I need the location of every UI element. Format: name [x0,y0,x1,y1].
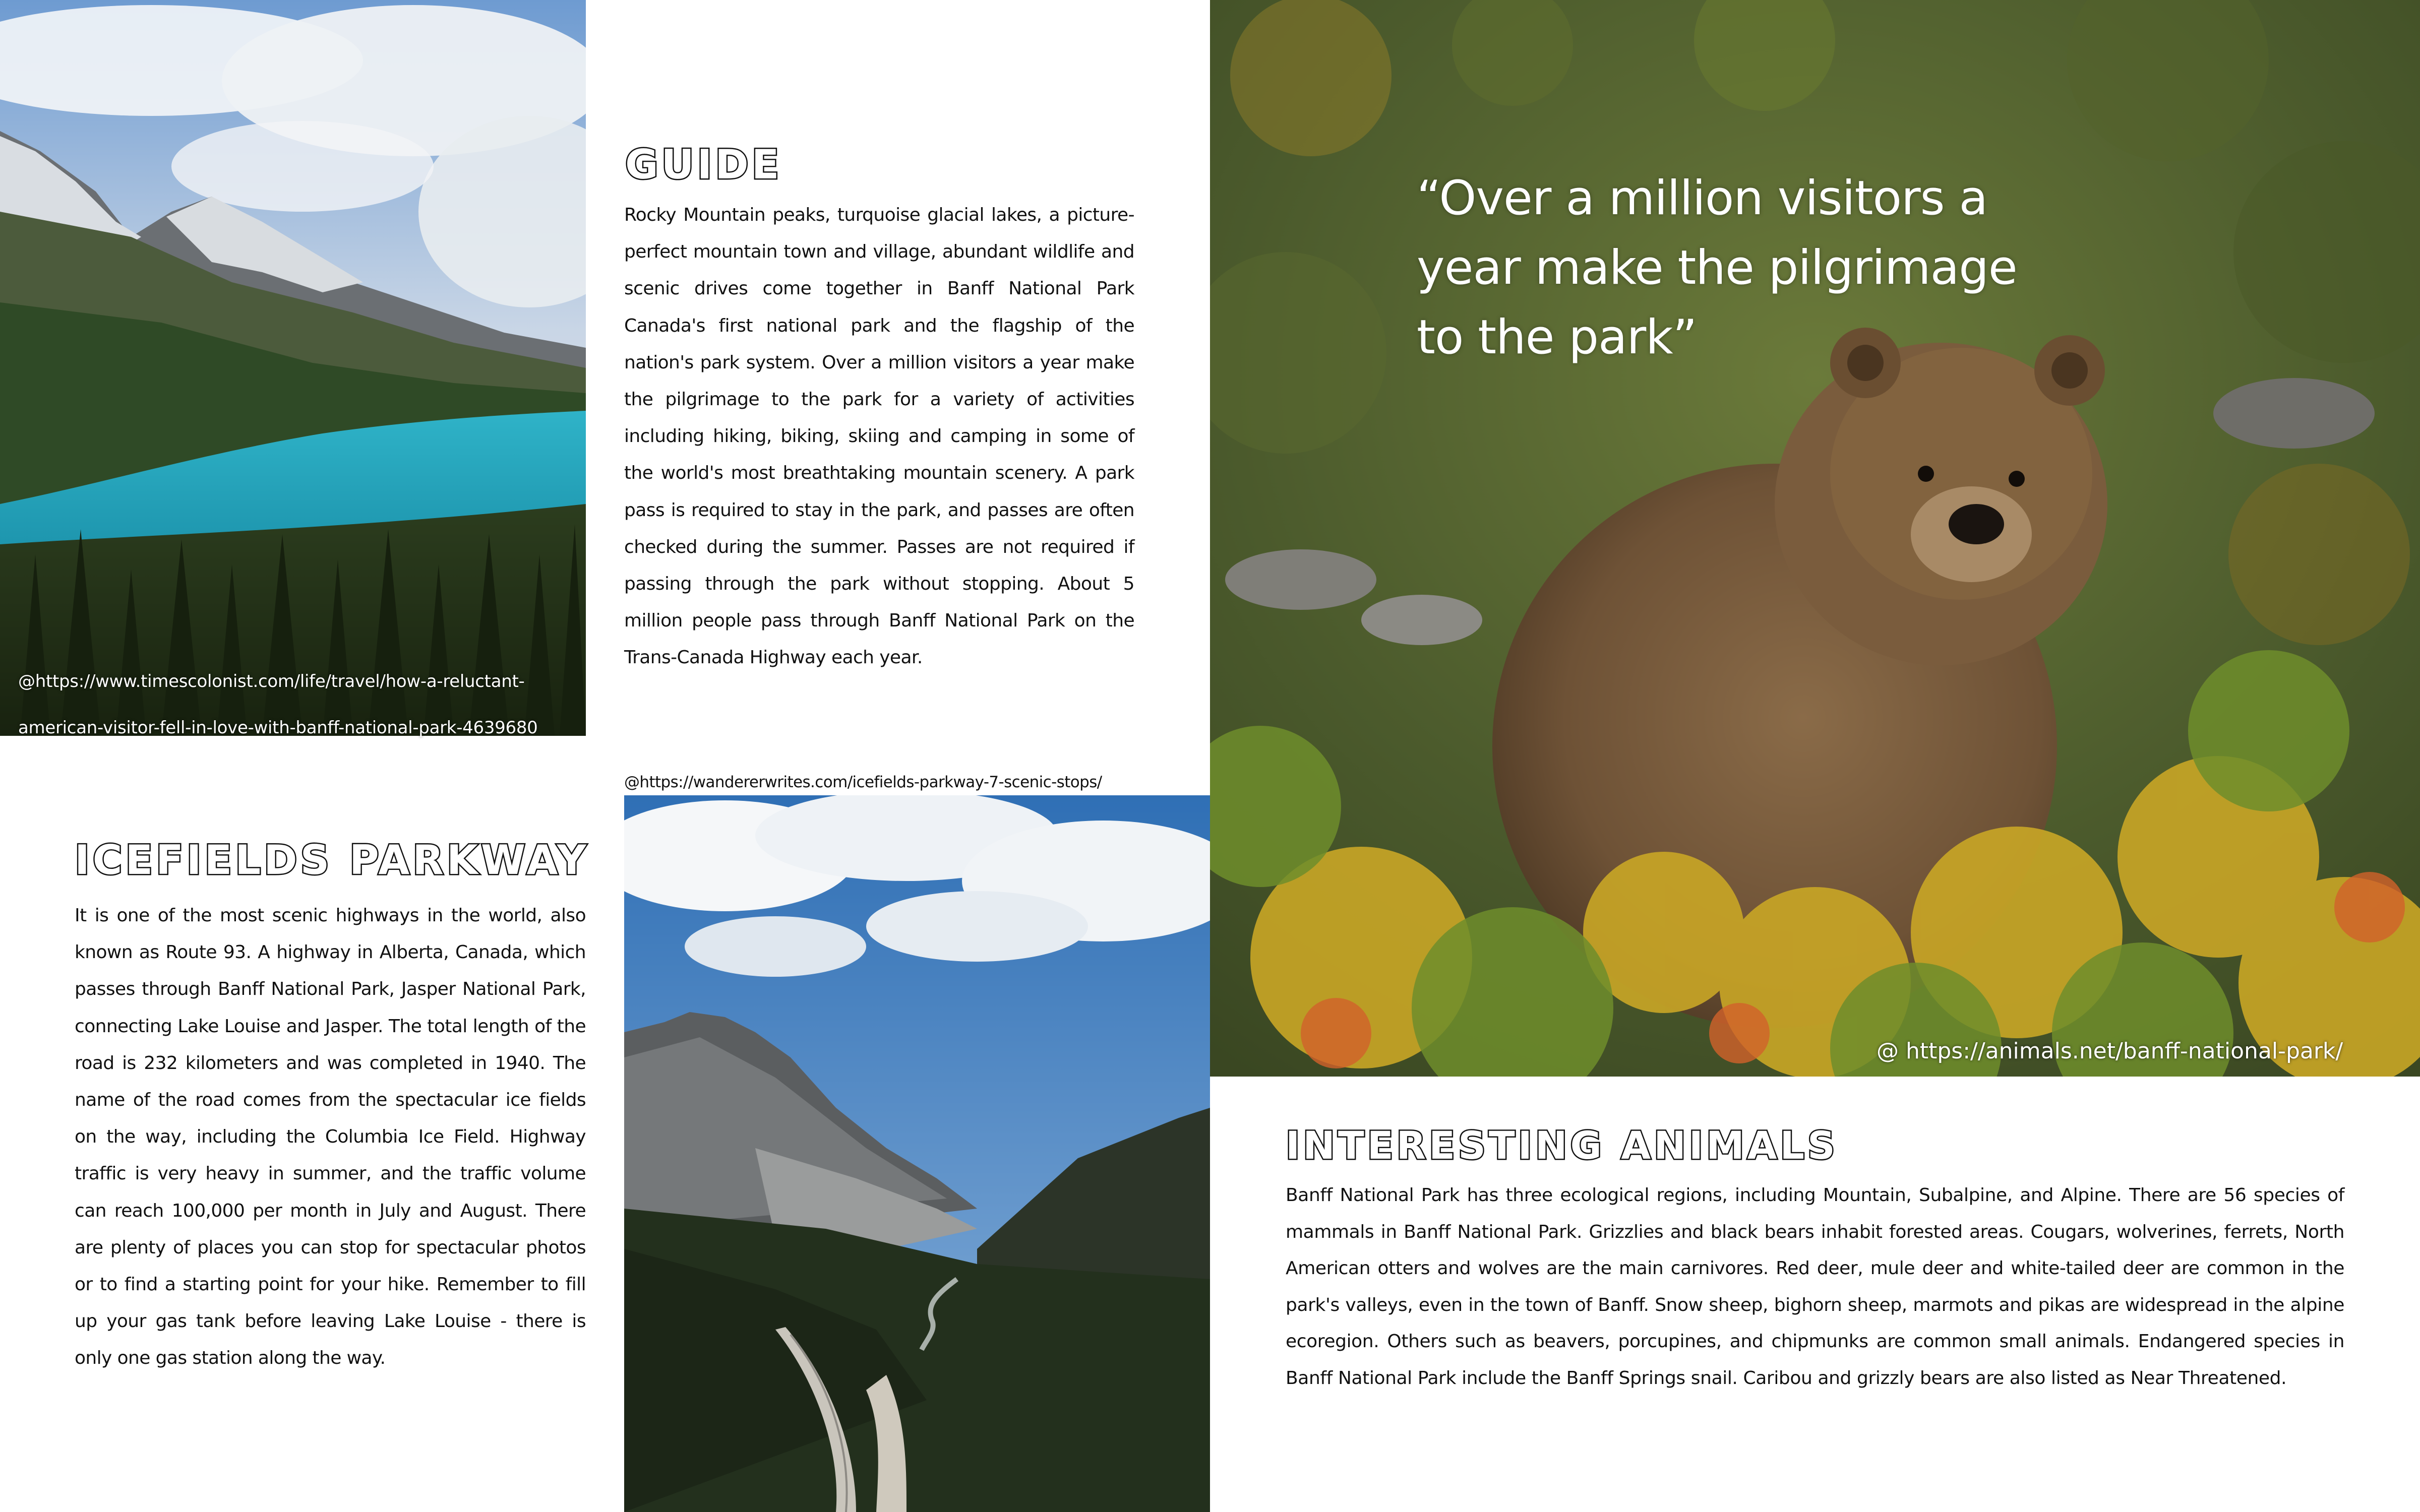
parkway-photo-credit[interactable]: @https://wandererwrites.com/icefields-parkway-7-scenic-stops/ [624,773,1102,791]
guide-paragraph: Rocky Mountain peaks, turquoise glacial lakes, a picture-perfect mountain town and village, abundant wildlife and scenic drives come together in Banff National Park Canada's first national park and the flagship of the nation's park system. Over a million visitors a year make the pilgrimage to the park for a variety of activities including hiking, biking, skiing and camping in some of the world's most breathtaking mountain scenery. A park pass is required to stay in the park, and passes are often checked during the summer. Passes are not required if passing through the park without stopping. About 5 million people pass through Banff National Park on the Trans-Canada Highway each year. [624,205,1134,668]
pull-quote: “Over a million visitors a year make the pilgrimage to the park” [1417,171,2017,365]
lake-landscape-image [0,0,586,736]
bear-photo [1210,0,2420,1077]
bear-photo-credit[interactable]: @ https://animals.net/banff-national-park/ [1877,1038,2343,1064]
lake-photo-credit[interactable]: @https://www.timescolonist.com/life/travel/how-a-reluctant-american-visitor-fell-in-love-with-banff-national-park-4639680 [18,671,538,738]
icefields-heading: ICEFIELDS PARKWAY [75,837,589,884]
lake-photo [0,0,586,736]
animals-paragraph: Banff National Park has three ecological regions, including Mountain, Subalpine, and Alpine. There are 56 species of mammals in Banff National Park. Grizzlies and black bears inhabit forested areas. Cougars, wolverines, ferrets, North American otters and wolves are the main carnivores. Red deer, mule deer and white-tailed deer are common in the park's valleys, even in the town of Banff. Snow sheep, bighorn sheep, marmots and pikas are widespread in the alpine ecoregion. Others such as beavers, porcupines, and chipmunks are common small animals. Endangered species in Banff National Park include the Banff Springs snail. Caribou and grizzly bears are also listed as Near Threatened. [1286,1185,2344,1389]
guide-heading: GUIDE [625,141,782,188]
parkway-landscape-image [624,795,1210,1512]
parkway-photo [624,795,1210,1512]
animals-heading: INTERESTING ANIMALS [1286,1123,1838,1168]
icefields-paragraph: It is one of the most scenic highways in the world, also known as Route 93. A highway in Alberta, Canada, which passes through Banff National Park, Jasper National Park, connecting Lake Louise and Jasper. The total length of the road is 232 kilometers and was completed in 1940. The name of the road comes from the spectacular ice fields on the way, including the Columbia Ice Field. Highway traffic is very heavy in summer, and the traffic volume can reach 100,000 per month in July and August. There are plenty of places you can stop for spectacular photos or to find a starting point for your hike. Remember to fill up your gas tank before leaving Lake Louise - there is only one gas station along the way. [75,905,586,1369]
grizzly-bear-image [1210,0,2420,1077]
